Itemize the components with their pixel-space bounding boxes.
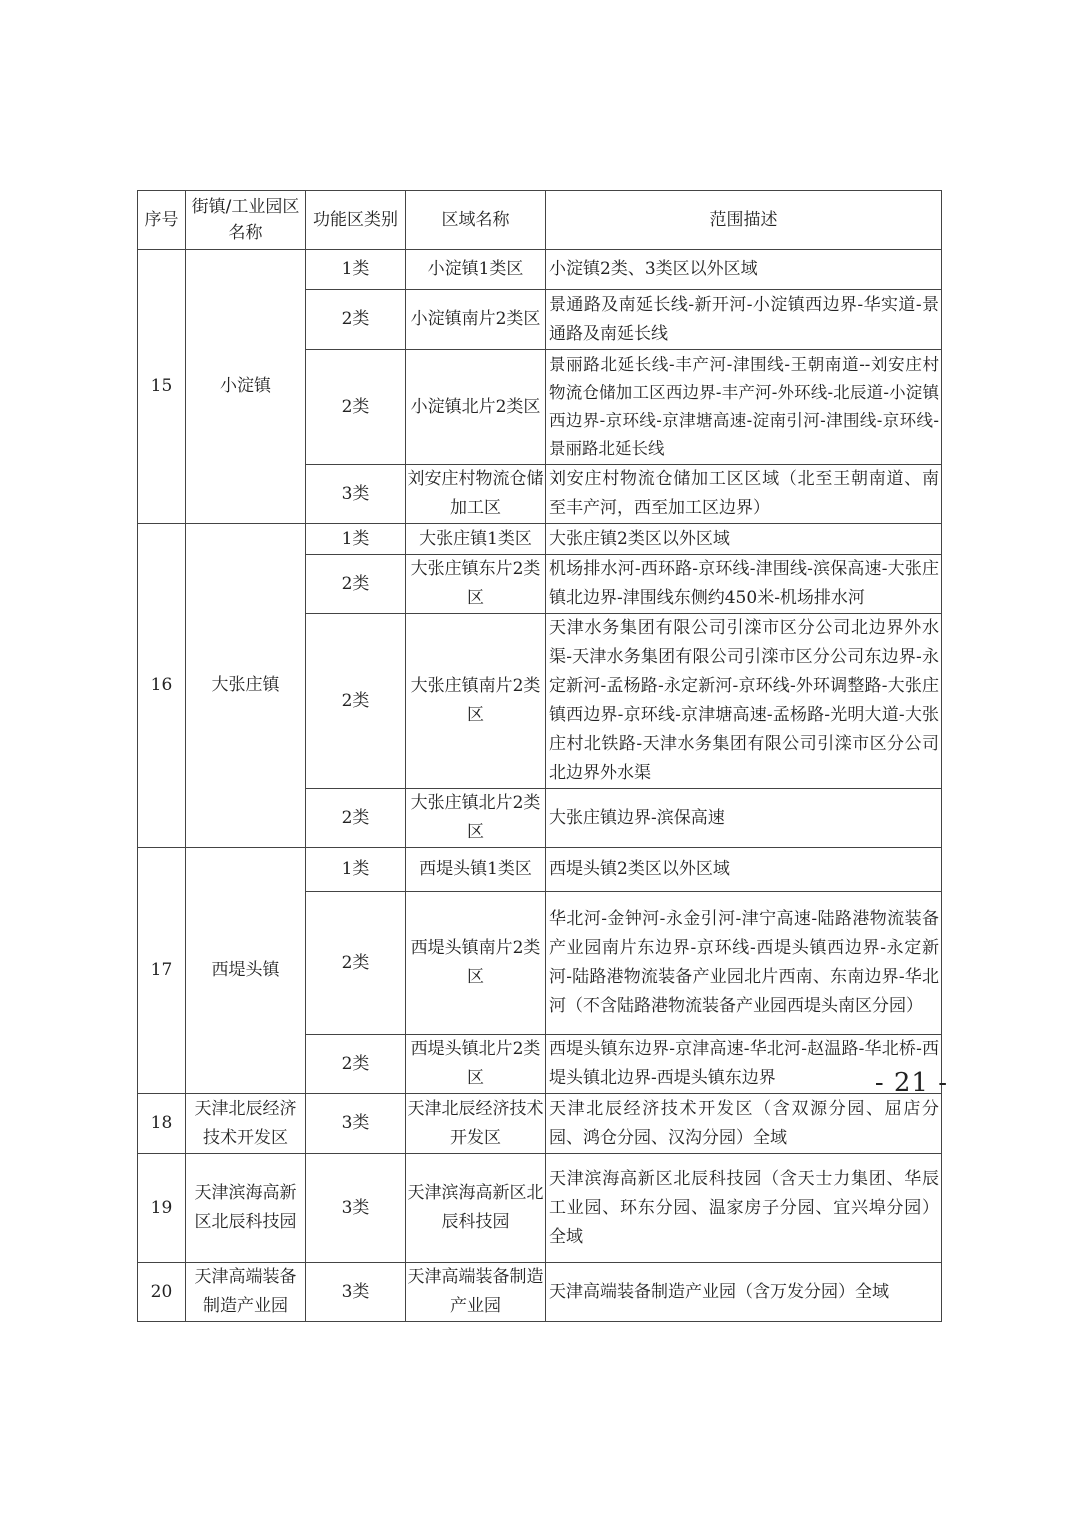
town-cell: 小淀镇 <box>186 250 306 524</box>
table-row <box>138 1154 942 1263</box>
desc-cell: 大张庄镇边界-滨保高速 <box>546 789 942 848</box>
town-cell: 天津北辰经济技术开发区 <box>186 1094 306 1154</box>
area-cell: 天津滨海高新区北辰科技园 <box>406 1154 546 1263</box>
town-cell: 天津滨海高新区北辰科技园 <box>186 1154 306 1263</box>
category-cell: 1类 <box>306 524 406 555</box>
desc-cell: 华北河-金钟河-永金引河-津宁高速-陆路港物流装备产业园南片东边界-京环线-西堤头镇西边界-永定新河-陆路港物流装备产业园北片西南、东南边界-华北河（不含陆路港物流装备产业园西堤头南区分园） <box>546 892 942 1035</box>
header-area: 区域名称 <box>406 191 546 250</box>
seq-cell: 15 <box>138 250 186 524</box>
area-cell: 大张庄镇北片2类区 <box>406 789 546 848</box>
area-cell: 大张庄镇东片2类区 <box>406 555 546 614</box>
zoning-table <box>137 190 942 1322</box>
header-category: 功能区类别 <box>306 191 406 250</box>
area-cell: 西堤头镇1类区 <box>406 848 546 892</box>
desc-cell: 天津滨海高新区北辰科技园（含天士力集团、华辰工业园、环东分园、温家房子分园、宜兴埠分园）全域 <box>546 1154 942 1263</box>
town-cell: 大张庄镇 <box>186 524 306 848</box>
area-cell: 小淀镇南片2类区 <box>406 290 546 350</box>
category-cell: 2类 <box>306 555 406 614</box>
table-row <box>138 1094 942 1154</box>
area-cell: 小淀镇北片2类区 <box>406 350 546 465</box>
table-row <box>138 524 942 555</box>
desc-cell: 景通路及南延长线-新开河-小淀镇西边界-华实道-景通路及南延长线 <box>546 290 942 350</box>
seq-cell: 20 <box>138 1263 186 1322</box>
area-cell: 小淀镇1类区 <box>406 250 546 290</box>
category-cell: 1类 <box>306 250 406 290</box>
desc-cell: 机场排水河-西环路-京环线-津围线-滨保高速-大张庄镇北边界-津围线东侧约450米-机场排水河 <box>546 555 942 614</box>
desc-cell: 西堤头镇东边界-京津高速-华北河-赵温路-华北桥-西堤头镇北边界-西堤头镇东边界 <box>546 1035 942 1094</box>
desc-cell: 大张庄镇2类区以外区域 <box>546 524 942 555</box>
header-seq: 序号 <box>138 191 186 250</box>
category-cell: 2类 <box>306 350 406 465</box>
seq-cell: 16 <box>138 524 186 848</box>
desc-cell: 天津北辰经济技术开发区（含双源分园、屈店分园、鸿仓分园、汉沟分园）全域 <box>546 1094 942 1154</box>
category-cell: 3类 <box>306 1154 406 1263</box>
desc-cell: 小淀镇2类、3类区以外区域 <box>546 250 942 290</box>
category-cell: 3类 <box>306 1094 406 1154</box>
category-cell: 2类 <box>306 892 406 1035</box>
town-cell: 西堤头镇 <box>186 848 306 1094</box>
seq-cell: 18 <box>138 1094 186 1154</box>
page-number: - 21 - <box>874 1068 948 1098</box>
header-town: 街镇/工业园区名称 <box>186 191 306 250</box>
table-row <box>138 1263 942 1322</box>
category-cell: 1类 <box>306 848 406 892</box>
desc-cell: 天津高端装备制造产业园（含万发分园）全域 <box>546 1263 942 1322</box>
seq-cell: 17 <box>138 848 186 1094</box>
category-cell: 3类 <box>306 1263 406 1322</box>
category-cell: 2类 <box>306 290 406 350</box>
seq-cell: 19 <box>138 1154 186 1263</box>
desc-cell: 天津水务集团有限公司引滦市区分公司北边界外水渠-天津水务集团有限公司引滦市区分公司东边界-永定新河-孟杨路-永定新河-京环线-外环调整路-大张庄镇西边界-京环线-京津塘高速-孟杨路-光明大道-大张庄村北铁路-天津水务集团有限公司引滦市区分公司北边界外水渠 <box>546 614 942 789</box>
table-row <box>138 250 942 290</box>
table-header-row <box>138 191 942 250</box>
area-cell: 大张庄镇南片2类区 <box>406 614 546 789</box>
area-cell: 天津北辰经济技术开发区 <box>406 1094 546 1154</box>
desc-cell: 刘安庄村物流仓储加工区区域（北至王朝南道、南至丰产河，西至加工区边界） <box>546 465 942 524</box>
desc-cell: 西堤头镇2类区以外区域 <box>546 848 942 892</box>
area-cell: 天津高端装备制造产业园 <box>406 1263 546 1322</box>
desc-cell: 景丽路北延长线-丰产河-津围线-王朝南道--刘安庄村物流仓储加工区西边界-丰产河-外环线-北辰道-小淀镇西边界-京环线-京津塘高速-淀南引河-津围线-京环线-景丽路北延长线 <box>546 350 942 465</box>
category-cell: 2类 <box>306 789 406 848</box>
area-cell: 西堤头镇北片2类区 <box>406 1035 546 1094</box>
area-cell: 刘安庄村物流仓储加工区 <box>406 465 546 524</box>
town-cell: 天津高端装备制造产业园 <box>186 1263 306 1322</box>
category-cell: 2类 <box>306 614 406 789</box>
area-cell: 西堤头镇南片2类区 <box>406 892 546 1035</box>
table-row <box>138 848 942 892</box>
area-cell: 大张庄镇1类区 <box>406 524 546 555</box>
category-cell: 3类 <box>306 465 406 524</box>
header-desc: 范围描述 <box>546 191 942 250</box>
category-cell: 2类 <box>306 1035 406 1094</box>
